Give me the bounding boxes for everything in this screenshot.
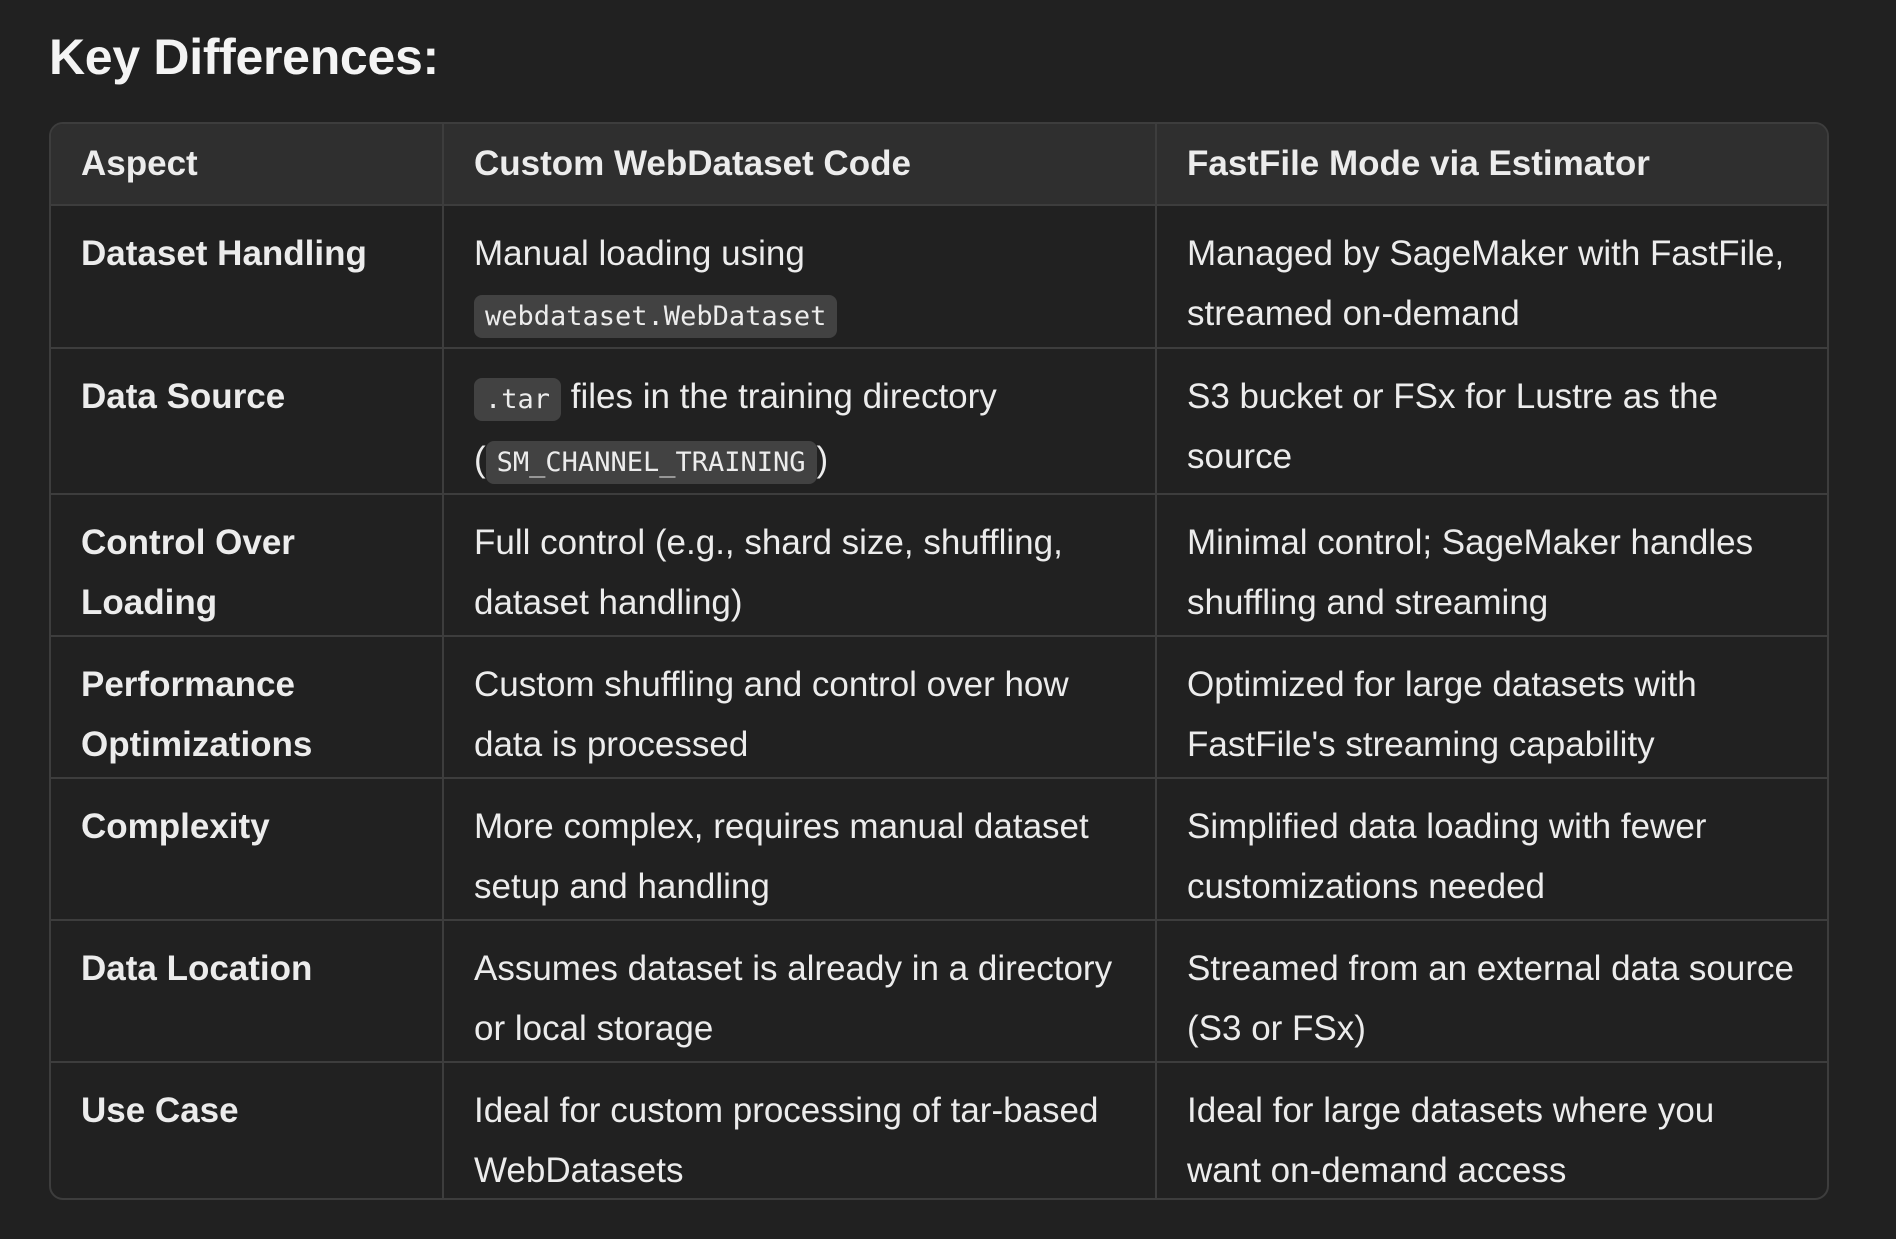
table-row [51,636,1827,778]
inline-code: .tar [474,378,561,421]
custom-cell: Ideal for custom processing of tar-based WebDatasets [443,1062,1156,1200]
aspect-cell: Data Location [51,920,443,1062]
table-row [51,494,1827,636]
aspect-cell: Data Source [51,348,443,494]
custom-cell [443,348,1156,494]
section-heading: Key Differences: [49,29,439,85]
header-row [51,124,1827,205]
cell-text: ) [816,440,829,479]
aspect-cell: Dataset Handling [51,205,443,348]
fastfile-cell: Simplified data loading with fewer customizations needed [1156,778,1827,920]
custom-cell [443,205,1156,348]
header-fastfile-mode: FastFile Mode via Estimator [1156,124,1827,205]
table-row [51,778,1827,920]
table-row [51,920,1827,1062]
aspect-cell: Use Case [51,1062,443,1200]
custom-cell: More complex, requires manual dataset setup and handling [443,778,1156,920]
aspect-cell: Control Over Loading [51,494,443,636]
table-header [51,124,1827,205]
custom-cell: Full control (e.g., shard size, shuffling, dataset handling) [443,494,1156,636]
fastfile-cell: S3 bucket or FSx for Lustre as the source [1156,348,1827,494]
fastfile-cell: Minimal control; SageMaker handles shuffling and streaming [1156,494,1827,636]
table-body [51,205,1827,1200]
cell-text: files in the training directory ( [474,377,997,479]
table-row [51,205,1827,348]
inline-code: SM_CHANNEL_TRAINING [486,441,817,484]
table-row [51,1062,1827,1200]
table-row [51,348,1827,494]
header-custom-webdataset: Custom WebDataset Code [443,124,1156,205]
aspect-cell: Performance Optimizations [51,636,443,778]
custom-cell: Assumes dataset is already in a directory or local storage [443,920,1156,1062]
custom-cell: Custom shuffling and control over how data is processed [443,636,1156,778]
comparison-table [49,122,1829,1200]
header-aspect: Aspect [51,124,443,205]
fastfile-cell: Managed by SageMaker with FastFile, streamed on-demand [1156,205,1827,348]
fastfile-cell: Ideal for large datasets where you want on-demand access [1187,1091,1715,1190]
fastfile-cell: Optimized for large datasets with FastFile's streaming capability [1156,636,1827,778]
cell-text: Manual loading using [474,234,805,273]
fastfile-cell: Streamed from an external data source (S3 or FSx) [1156,920,1827,1062]
inline-code: webdataset.WebDataset [474,295,837,338]
aspect-cell: Complexity [51,778,443,920]
